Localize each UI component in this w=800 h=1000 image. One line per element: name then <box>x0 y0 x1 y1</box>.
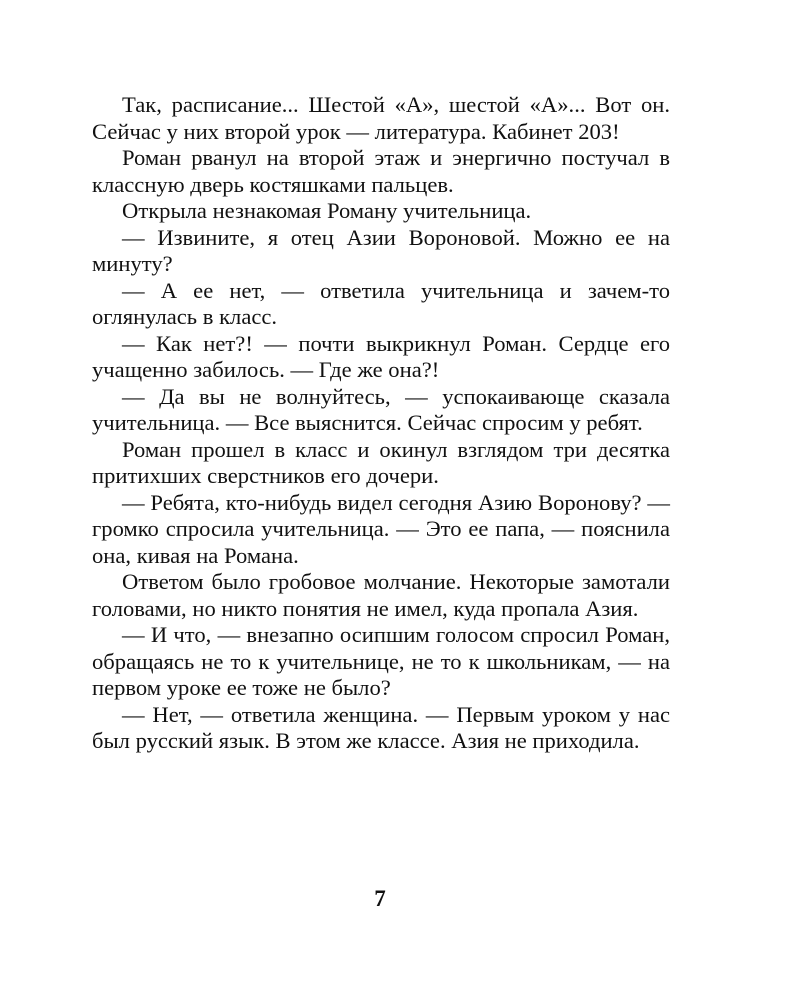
paragraph-3: Открыла незнакомая Роману учительница. <box>122 198 532 223</box>
paragraph-4: — Извините, я отец Азии Вороновой. Можно ее на минуту? <box>92 224 670 276</box>
paragraph-12: — Нет, — ответила женщина. — Первым уроком у нас был русский язык. В этом же классе. Азия не приходила. <box>92 701 670 753</box>
paragraph-2: Роман рванул на второй этаж и энергично постучал в классную дверь костяшками пальцев. <box>92 145 670 197</box>
paragraph-5: — А ее нет, — ответила учительница и зачем-то оглянулась в класс. <box>92 277 670 329</box>
paragraph-7: — Да вы не волнуйтесь, — успокаивающе сказала учительница. — Все выяснится. Сейчас спросим у ребят. <box>92 383 670 435</box>
page-number: 7 <box>374 886 386 911</box>
paragraph-1: Так, расписание... Шестой «А», шестой «А»... Вот он. Сейчас у них второй урок — литература. Кабинет 203! <box>92 92 670 144</box>
paragraph-8: Роман прошел в класс и окинул взглядом три десятка притихших сверстников его дочери. <box>92 436 670 488</box>
paragraph-11: — И что, — внезапно осипшим голосом спросил Роман, обращаясь не то к учительнице, не то к школьникам, — на первом уроке ее тоже не было? <box>92 622 670 700</box>
body-text <box>92 92 670 755</box>
paragraph-6: — Как нет?! — почти выкрикнул Роман. Сердце его учащенно забилось. — Где же она?! <box>92 330 670 382</box>
paragraph-10: Ответом было гробовое молчание. Некоторые замотали головами, но никто понятия не имел, куда пропала Азия. <box>92 569 670 621</box>
paragraph-9: — Ребята, кто-нибудь видел сегодня Азию Воронову? — громко спросила учительница. — Это ее папа, — пояснила она, кивая на Романа. <box>92 489 670 568</box>
